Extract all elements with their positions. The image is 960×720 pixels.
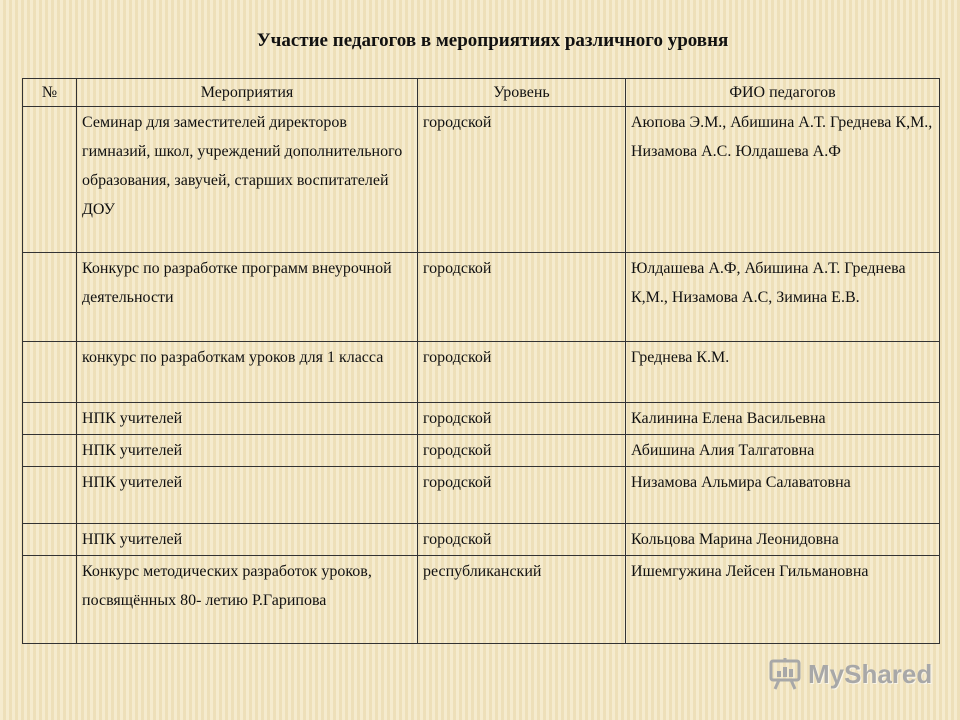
row-event: НПК учителей [77,524,418,556]
row-number [23,342,77,403]
row-level: городской [418,403,626,435]
row-event: конкурс по разработкам уроков для 1 класса [77,342,418,403]
column-header-event: Мероприятия [77,79,418,107]
table-row [23,524,940,556]
row-event: НПК учителей [77,403,418,435]
row-event: НПК учителей [77,435,418,467]
row-level: городской [418,524,626,556]
table-row [23,556,940,644]
row-event: Конкурс методических разработок уроков, посвящённых 80- летию Р.Гарипова [77,556,418,644]
column-header-teachers: ФИО педагогов [626,79,940,107]
row-teachers: Низамова Альмира Салаватовна [626,467,940,524]
row-event: Конкурс по разработке программ внеурочной деятельности [77,253,418,342]
row-event: Семинар для заместителей директоров гимназий, школ, учреждений дополнительного образования, завучей, старших воспитателей ДОУ [77,107,418,253]
row-number [23,524,77,556]
row-teachers: Юлдашева А.Ф, Абишина А.Т. Греднева К,М., Низамова А.С, Зимина Е.В. [626,253,940,342]
table-row [23,107,940,253]
table-row [23,435,940,467]
presentation-board-icon [768,657,802,691]
row-number [23,107,77,253]
row-level: городской [418,253,626,342]
row-level: городской [418,107,626,253]
row-level: республиканский [418,556,626,644]
events-table [22,78,940,644]
table-row [23,253,940,342]
row-teachers: Аюпова Э.М., Абишина А.Т. Греднева К,М., Низамова А.С. Юлдашева А.Ф [626,107,940,253]
table-header-row [23,79,940,107]
row-teachers: Ишемгужина Лейсен Гильмановна [626,556,940,644]
row-number [23,435,77,467]
row-event: НПК учителей [77,467,418,524]
row-teachers: Абишина Алия Талгатовна [626,435,940,467]
row-number [23,467,77,524]
column-header-number: № [23,79,77,107]
table-row [23,342,940,403]
row-level: городской [418,342,626,403]
table-row [23,403,940,435]
row-teachers: Калинина Елена Васильевна [626,403,940,435]
row-level: городской [418,467,626,524]
table-row [23,467,940,524]
row-number [23,556,77,644]
row-number [23,253,77,342]
page-title: Участие педагогов в мероприятиях различного уровня [256,30,729,51]
watermark-text: MyShared [808,658,933,689]
row-level: городской [418,435,626,467]
row-number [23,403,77,435]
row-teachers: Кольцова Марина Леонидовна [626,524,940,556]
row-teachers: Греднева К.М. [626,342,940,403]
myshared-watermark[interactable] [768,656,932,692]
column-header-level: Уровень [418,79,626,107]
